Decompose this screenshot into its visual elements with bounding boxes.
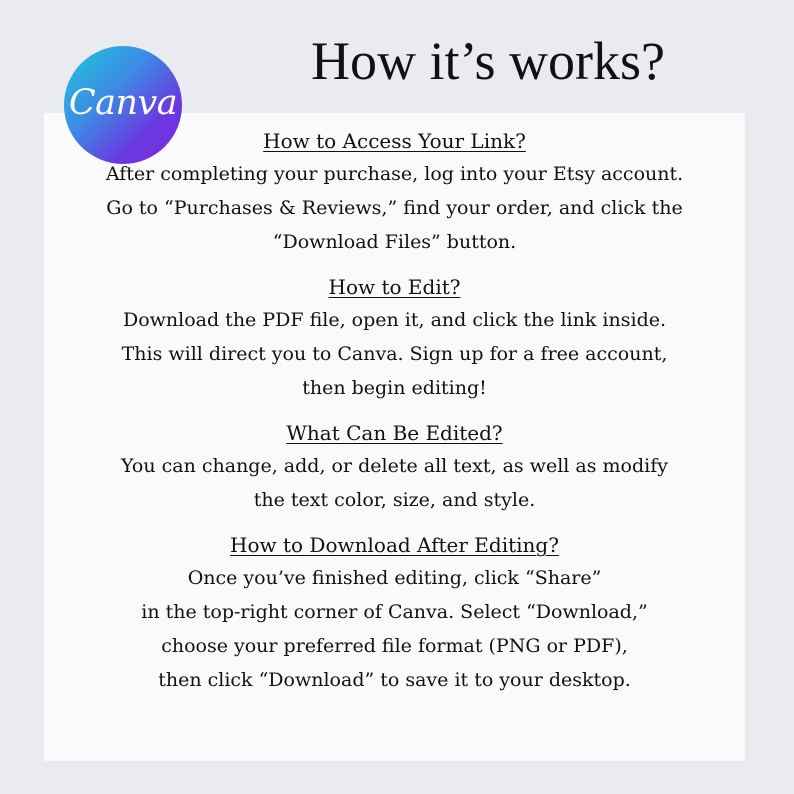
section-line: Once you’ve finished editing, click “Share” xyxy=(187,567,602,589)
section-heading: How to Download After Editing? xyxy=(230,533,559,557)
canva-logo xyxy=(64,46,182,164)
section-line: choose your preferred file format (PNG or PDF), xyxy=(161,635,628,657)
section-line: You can change, add, or delete all text, as well as modify xyxy=(121,455,668,477)
section-heading: How to Access Your Link? xyxy=(263,129,526,153)
section-line: This will direct you to Canva. Sign up for a free account, xyxy=(121,343,668,365)
section-line: in the top-right corner of Canva. Select “Download,” xyxy=(141,601,648,623)
section-line: the text color, size, and style. xyxy=(253,489,536,511)
section-line: Go to “Purchases & Reviews,” find your order, and click the xyxy=(106,197,683,219)
section-line: Download the PDF file, open it, and click the link inside. xyxy=(122,309,667,331)
section-heading: How to Edit? xyxy=(328,275,461,299)
section-line: then begin editing! xyxy=(302,377,487,399)
page-title: How it’s works? xyxy=(311,31,665,91)
instructions-content xyxy=(44,125,745,709)
section-how-to-edit xyxy=(44,271,745,405)
canva-logo-text: Canva xyxy=(68,83,178,123)
section-line: “Download Files” button. xyxy=(272,231,517,253)
section-heading: What Can Be Edited? xyxy=(286,421,503,445)
section-line: After completing your purchase, log into your Etsy account. xyxy=(105,163,684,185)
section-line: then click “Download” to save it to your desktop. xyxy=(158,669,631,691)
section-what-can-be-edited xyxy=(44,417,745,517)
section-download-after-editing xyxy=(44,529,745,697)
